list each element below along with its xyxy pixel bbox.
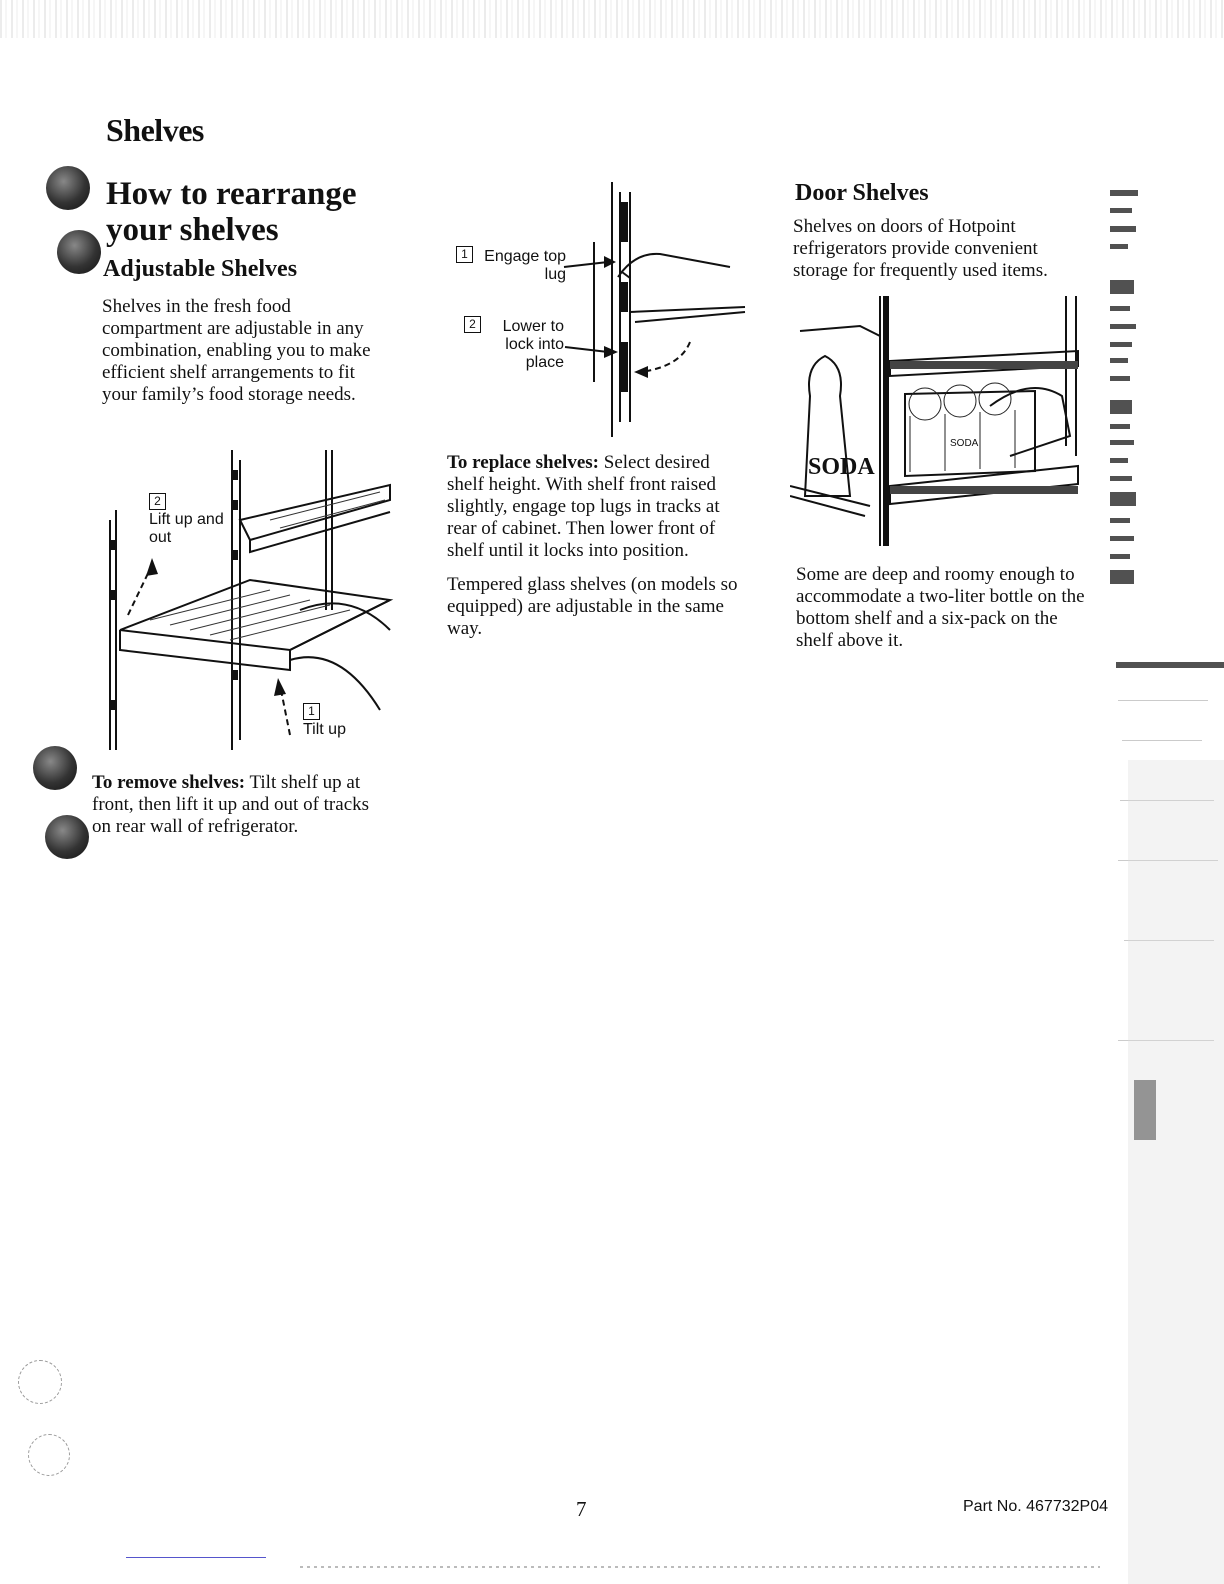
binder-hole-faint [18,1360,62,1404]
scan-edge-line [126,1557,266,1558]
scan-edge-noise [300,1566,1100,1568]
replace-shelves-body: Select desired shelf height. With shelf front raised slightly, engage top lugs in tracks at rear of cabinet. Then lower front of shelf until it locks into position. [447,452,720,561]
step-1-engage-label [456,246,566,284]
remove-shelves-text [92,772,382,838]
step-1-number: 1 [303,703,320,720]
binder-hole [45,815,89,859]
section-heading: How to rearrange your shelves [106,176,357,248]
remove-shelves-lead: To remove shelves: [92,772,246,793]
step-1-engage-number: 1 [456,246,473,263]
soda-can-label: SODA [950,438,979,449]
step-2-lower-text: Lower to lock into place [502,318,564,371]
step-2-number: 2 [149,493,166,510]
page-title: Shelves [106,112,204,148]
door-shelves-caption: Some are deep and roomy enough to accommodate a two-liter bottle on the bottom shelf and a six-pack on the shelf above it. [796,564,1085,651]
step-2-text: Lift up and out [149,511,224,546]
replace-shelves-text [447,452,747,562]
step-2-lift-label [149,493,229,547]
replace-shelf-illustration [560,182,760,442]
binder-hole [57,230,101,274]
replace-shelves-lead: To replace shelves: [447,452,599,473]
tempered-glass-text: Tempered glass shelves (on models so equipped) are adjustable in the same way. [447,574,738,639]
step-1-engage-text: Engage top lug [484,248,566,283]
subheading-adjustable: Adjustable Shelves [103,256,298,282]
step-2-lower-label [446,316,564,372]
scan-noise-top [0,0,1224,38]
soda-bottle-label: SODA [808,454,875,480]
binder-hole [33,746,77,790]
binder-hole [46,166,90,210]
door-shelves-illustration [790,296,1090,552]
step-2-lower-number: 2 [464,316,481,333]
binder-hole-faint [28,1434,70,1476]
door-shelves-heading: Door Shelves [795,180,929,206]
door-shelves-intro: Shelves on doors of Hotpoint refrigerators provide convenient storage for frequently used items. [793,216,1048,281]
step-1-tilt-label [303,703,346,739]
scan-noise-right [1108,40,1224,1584]
step-1-text: Tilt up [303,721,346,738]
part-number: Part No. 467732P04 [963,1498,1108,1515]
remove-shelves-body: Tilt shelf up at front, then lift it up and out of tracks on rear wall of refrigerator. [92,772,370,837]
adjustable-shelves-illustration [90,440,400,760]
page-number: 7 [576,1497,587,1521]
adjustable-body: Shelves in the fresh food compartment are adjustable in any combination, enabling you to make efficient shelf arrangements to fit your family’s food storage needs. [102,296,371,405]
